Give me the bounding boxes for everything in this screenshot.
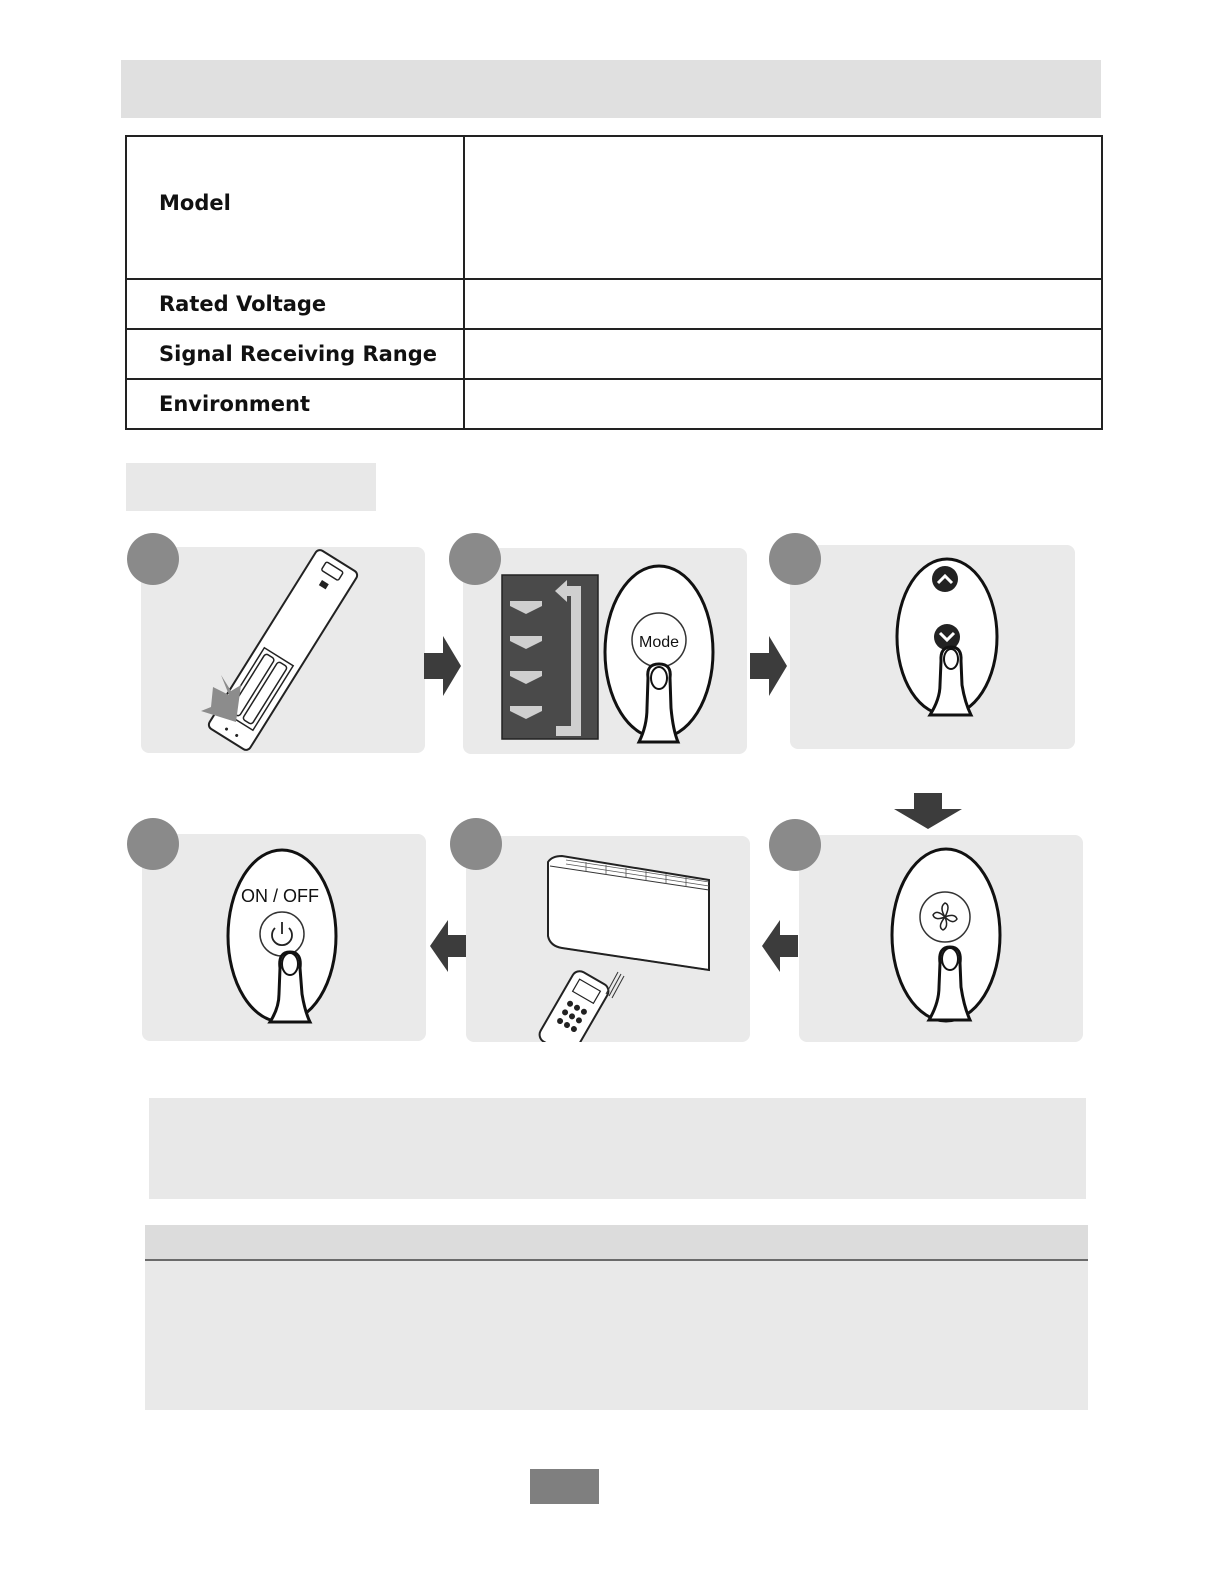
up-button-icon — [932, 566, 958, 592]
caution-header — [145, 1225, 1088, 1261]
page-title-bar — [121, 60, 1101, 118]
spec-value-environment — [464, 379, 1102, 429]
remote-battery-illustration — [141, 547, 425, 753]
step-5-badge — [450, 818, 502, 870]
mode-cycle-illustration — [463, 548, 747, 754]
spec-row-model — [126, 136, 1102, 279]
spec-value-signal-range — [464, 329, 1102, 379]
step-6-badge — [127, 818, 179, 870]
spec-row-signal-range — [126, 329, 1102, 379]
specification-table — [125, 135, 1103, 430]
spec-label-model: Model — [126, 136, 464, 279]
section-heading-bar — [126, 463, 376, 511]
on-off-button-illustration — [142, 834, 426, 1041]
caution-box — [145, 1225, 1088, 1410]
spec-value-model — [464, 136, 1102, 279]
step-5-panel — [466, 836, 750, 1042]
note-box — [149, 1098, 1086, 1199]
arrow-left-icon — [762, 920, 798, 972]
step-4-panel — [799, 835, 1083, 1042]
step-2-panel — [463, 548, 747, 754]
mode-button-label: Mode — [638, 634, 680, 651]
arrow-right-icon — [424, 636, 462, 696]
spec-row-environment — [126, 379, 1102, 429]
step-3-badge — [769, 533, 821, 585]
spec-row-rated-voltage — [126, 279, 1102, 329]
spec-label-signal-range: Signal Receiving Range — [126, 329, 464, 379]
up-down-buttons-illustration — [790, 545, 1075, 749]
spec-label-rated-voltage: Rated Voltage — [126, 279, 464, 329]
spec-value-rated-voltage — [464, 279, 1102, 329]
arrow-down-icon — [894, 793, 962, 829]
step-3-panel — [790, 545, 1075, 749]
arrow-right-icon — [750, 636, 788, 696]
on-off-label: ON / OFF — [241, 886, 319, 906]
step-6-panel — [142, 834, 426, 1041]
arrow-left-icon — [430, 920, 466, 972]
step-4-badge — [769, 819, 821, 871]
step-1-panel — [141, 547, 425, 753]
aim-remote-at-unit-illustration — [466, 836, 750, 1042]
step-1-badge — [127, 533, 179, 585]
spec-label-environment: Environment — [126, 379, 464, 429]
step-2-badge — [449, 533, 501, 585]
page-number-tab — [530, 1469, 599, 1504]
fan-button-illustration — [799, 835, 1083, 1042]
